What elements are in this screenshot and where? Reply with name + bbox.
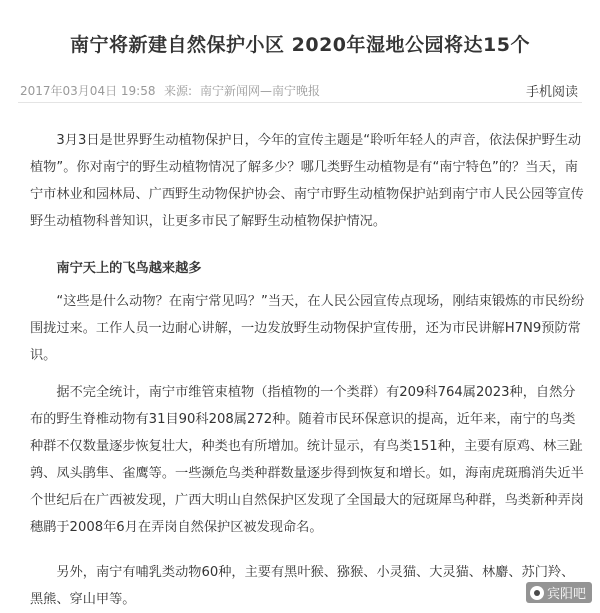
watermark-text: 宾阳吧 [546,587,586,602]
wechat-logo-icon [530,586,544,600]
section-heading-text: 南宁天上的飞鸟越来越多 [56,261,202,276]
mobile-read-link[interactable]: 手机阅读 [525,85,578,100]
article-meta [18,78,582,103]
article-paragraph-1 [30,127,586,235]
paragraph-text: 另外，南宁有哺乳类动物60种，主要有黑叶猴、猕猴、小灵猫、大灵猫、林麝、苏门羚、黑熊、穿山甲等。 [30,565,575,607]
source-label: 来源: [164,84,193,98]
source-link[interactable]: 南宁新闻网—南宁晚报 [200,84,321,98]
article-paragraph-4 [30,559,586,613]
article-paragraph-3 [30,379,586,541]
section-heading [30,255,586,282]
article-paragraph-2 [30,288,586,369]
watermark [526,582,592,603]
paragraph-text: 据不完全统计，南宁市维管束植物（指植物的一个类群）有209科764属2023种，自然分布的野生脊椎动物有31目90科208属272种。随着市民环保意识的提高，近年来，南宁的鸟类种群不仅数量逐步恢复壮大，种类也有所增加。统计显示，有鸟类151种，主要有原鸡、林三趾鹑、凤头鹃隼、雀鹰等。一些濒危鸟类种群数量逐步得到恢复和增长。如，海南虎斑鳽消失近半个世纪后在广西被发现，广西大明山自然保护区发现了全国最大的冠斑犀鸟种群，鸟类新种弄岗穗鹛于2008年6月在弄岗自然保护区被发现命名。 [30,385,584,535]
article-title: 南宁将新建自然保护小区 2020年湿地公园将达15个 [70,34,530,56]
publish-date: 2017年03月04日 19:58 [20,84,156,98]
paragraph-text: 3月3日是世界野生动植物保护日，今年的宣传主题是“聆听年轻人的声音，依法保护野生动植物”。你对南宁的野生动植物情况了解多少？哪几类野生动植物是有“南宁特色”的？当天，南宁市林业和园林局、广西野生动物保护协会、南宁市野生动植物保护站到南宁市人民公园等宣传野生动植物科普知识，让更多市民了解野生动植物保护情况。 [30,133,584,229]
paragraph-text: “这些是什么动物？在南宁常见吗？”当天，在人民公园宣传点现场，刚结束锻炼的市民纷纷围拢过来。工作人员一边耐心讲解，一边发放野生动物保护宣传册，还为市民讲解H7N9预防常识。 [30,294,585,363]
